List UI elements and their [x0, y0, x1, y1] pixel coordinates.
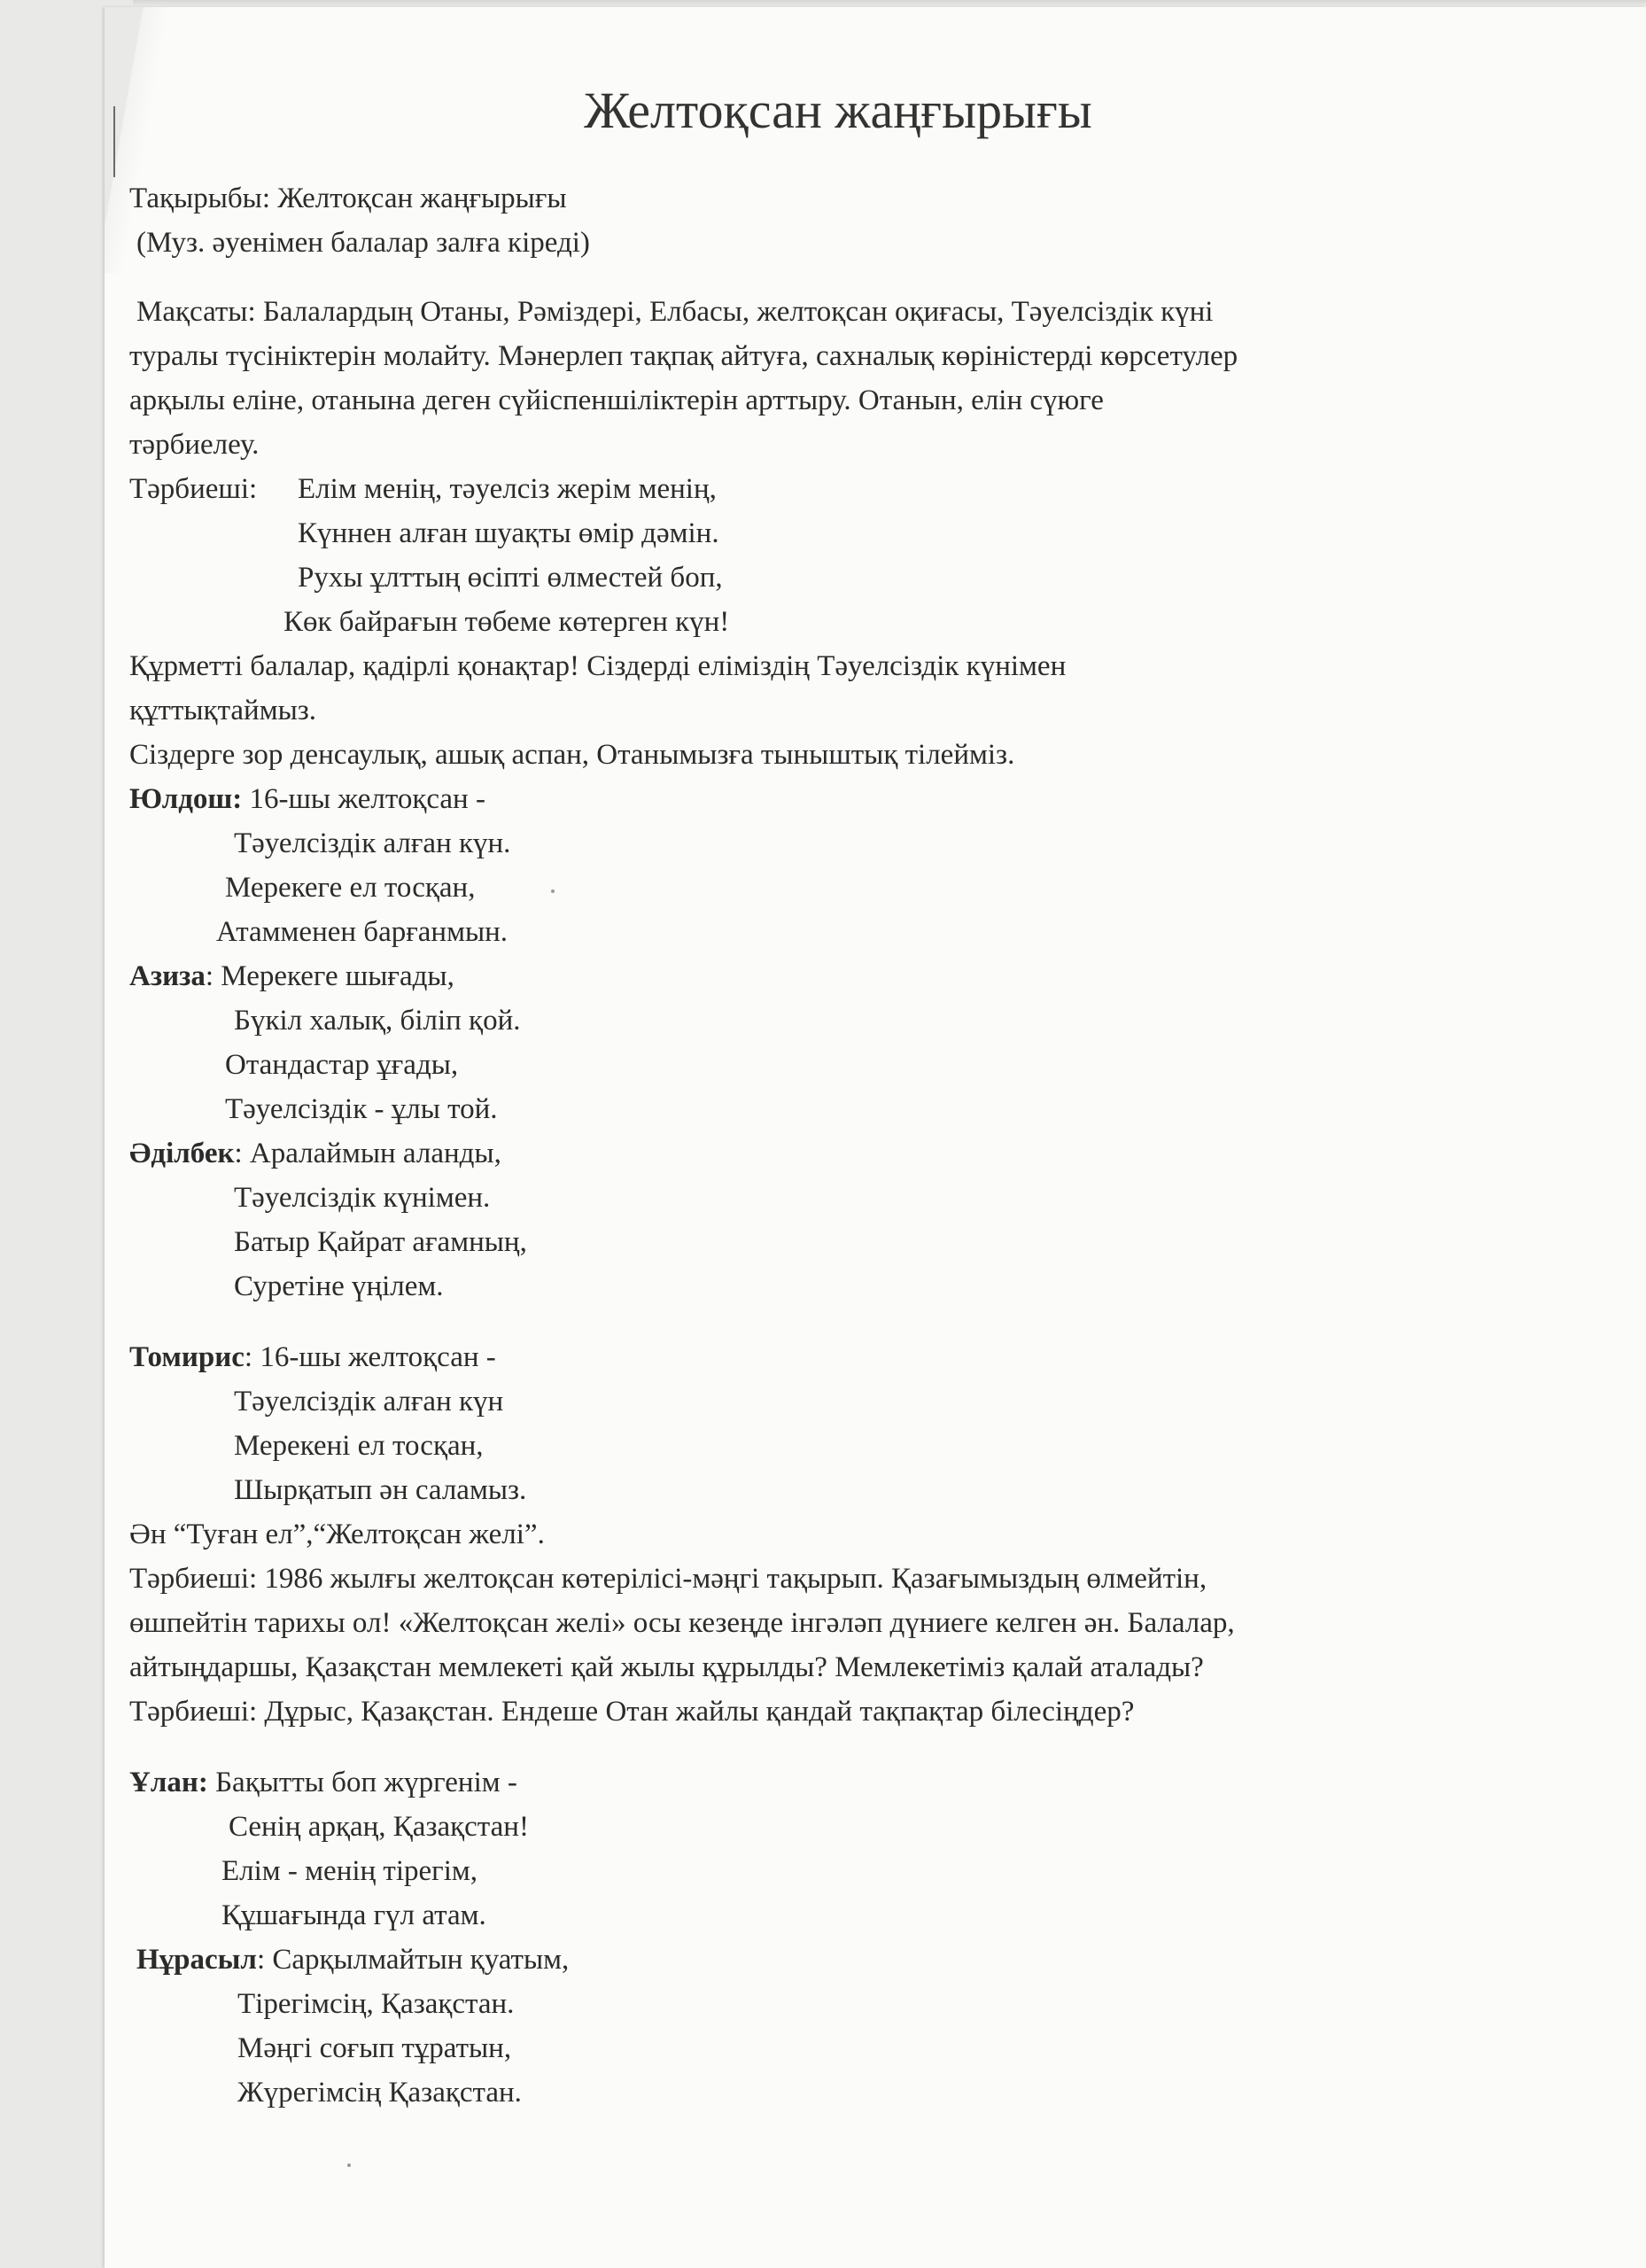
verse-line: Тірегімсің, Қазақстан.	[237, 1988, 515, 2020]
verse-line: Тәуелсіздік алған күн	[234, 1386, 504, 1418]
verse-line: Атамменен барғанмын.	[216, 916, 509, 948]
verse-line: Құшағында гүл атам.	[221, 1899, 486, 1931]
topic-line: Тақырыбы: Желтоқсан жаңғырығы	[129, 183, 567, 214]
speaker-line	[129, 778, 485, 820]
verse-line: Күннен алған шуақты өмір дәмін.	[298, 517, 719, 549]
greeting-line: құттықтаймыз.	[129, 695, 317, 726]
speaker-name: Юлдош:	[129, 783, 243, 815]
greeting-line: Сіздерге зор денсаулық, ашық аспан, Отанымызға тыныштық тілейміз.	[129, 739, 1015, 771]
fold-crease	[113, 106, 115, 177]
greeting-line: Құрметті балалар, қадірлі қонақтар! Сіздерді еліміздің Тәуелсіздік күнімен	[129, 650, 1067, 682]
paper-speck	[551, 889, 555, 893]
verse-line: Елім менің, тәуелсіз жерім менің,	[298, 473, 717, 505]
speaker-line	[129, 955, 454, 998]
verse-line: : Мерекеге шығады,	[205, 960, 454, 992]
verse-line: Елім - менің тірегім,	[221, 1855, 478, 1887]
verse-line: Мерекені ел тосқан,	[234, 1430, 484, 1462]
speaker-name: Ұлан:	[129, 1767, 208, 1798]
verse-line: Көк байрағын төбеме көтерген күн!	[283, 606, 730, 638]
music-note-line: (Муз. әуенімен балалар залға кіреді)	[136, 227, 590, 259]
verse-line: Бақытты боп жүргенім -	[207, 1767, 517, 1798]
song-line: Ән “Туған ел”,“Желтоқсан желі”.	[129, 1518, 545, 1550]
verse-line: Мерекеге ел тосқан,	[225, 872, 476, 904]
goal-line: арқылы еліне, отанына деген сүйіспеншіліктерін арттыру. Отанын, елін сүюге	[129, 384, 1104, 416]
history-line: Тәрбиеші: Дұрыс, Қазақстан. Ендеше Отан жайлы қандай тақпақтар білесіңдер?	[129, 1696, 1135, 1728]
verse-line: : Аралаймын аланды,	[234, 1138, 501, 1169]
verse-line: Тәуелсіздік алған күн.	[234, 827, 511, 859]
history-line: Тәрбиеші: 1986 жылғы желтоқсан көтерілісі-мәңгі тақырып. Қазағымыздың өлмейтін,	[129, 1563, 1207, 1595]
verse-line: Жүрегімсің Қазақстан.	[237, 2077, 522, 2109]
goal-line: Мақсаты: Балалардың Отаны, Рәміздері, Елбасы, желтоқсан оқиғасы, Тәуелсіздік күні	[136, 296, 1214, 328]
goal-line: туралы түсініктерін молайту. Мәнерлеп тақпақ айтуға, сахналық көріністерді көрсетулер	[129, 340, 1238, 372]
verse-line: Мәңгі соғып тұратын,	[237, 2032, 512, 2064]
history-line: өшпейтін тарихы ол! «Желтоқсан желі» осы кезеңде інгәләп дүниеге келген ән. Балалар,	[129, 1607, 1235, 1639]
paper-speck	[347, 2163, 351, 2167]
verse-line: : Сарқылмайтын қуатым,	[256, 1944, 570, 1976]
page-title: Желтоқсан жаңғырығы	[584, 82, 1092, 139]
goal-line: тәрбиелеу.	[129, 429, 260, 461]
speaker-name: Әділбек	[129, 1138, 235, 1169]
history-line: айтыңдаршы, Қазақстан мемлекеті қай жылы құрылды? Мемлекетіміз қалай аталады?	[129, 1651, 1204, 1683]
verse-line: Батыр Қайрат ағамның,	[234, 1226, 527, 1258]
verse-line: Суретіне үңілем.	[234, 1270, 444, 1302]
verse-line: Сенің арқаң, Қазақстан!	[229, 1811, 529, 1843]
speaker-name: Азиза	[129, 960, 206, 992]
verse-line: Отандастар ұғады,	[225, 1049, 459, 1081]
speaker-line	[129, 1132, 501, 1175]
speaker-line	[136, 1938, 569, 1981]
verse-line: Бүкіл халық, біліп қой.	[234, 1005, 521, 1037]
speaker-name: Нұрасыл	[136, 1944, 257, 1976]
speaker-name: Томирис	[129, 1341, 245, 1373]
verse-line: : 16-шы желтоқсан -	[244, 1341, 496, 1373]
speaker-line	[129, 1761, 517, 1804]
speaker-line	[129, 1336, 496, 1379]
verse-line: Шырқатып ән саламыз.	[234, 1474, 527, 1506]
verse-line: Рухы ұлттың өсіпті өлместей боп,	[298, 562, 723, 594]
verse-line: Тәуелсіздік күнімен.	[234, 1182, 491, 1214]
teacher-label: Тәрбиеші:	[129, 473, 258, 505]
verse-line: Тәуелсіздік - ұлы той.	[225, 1093, 498, 1125]
verse-line: 16-шы желтоқсан -	[249, 783, 485, 815]
